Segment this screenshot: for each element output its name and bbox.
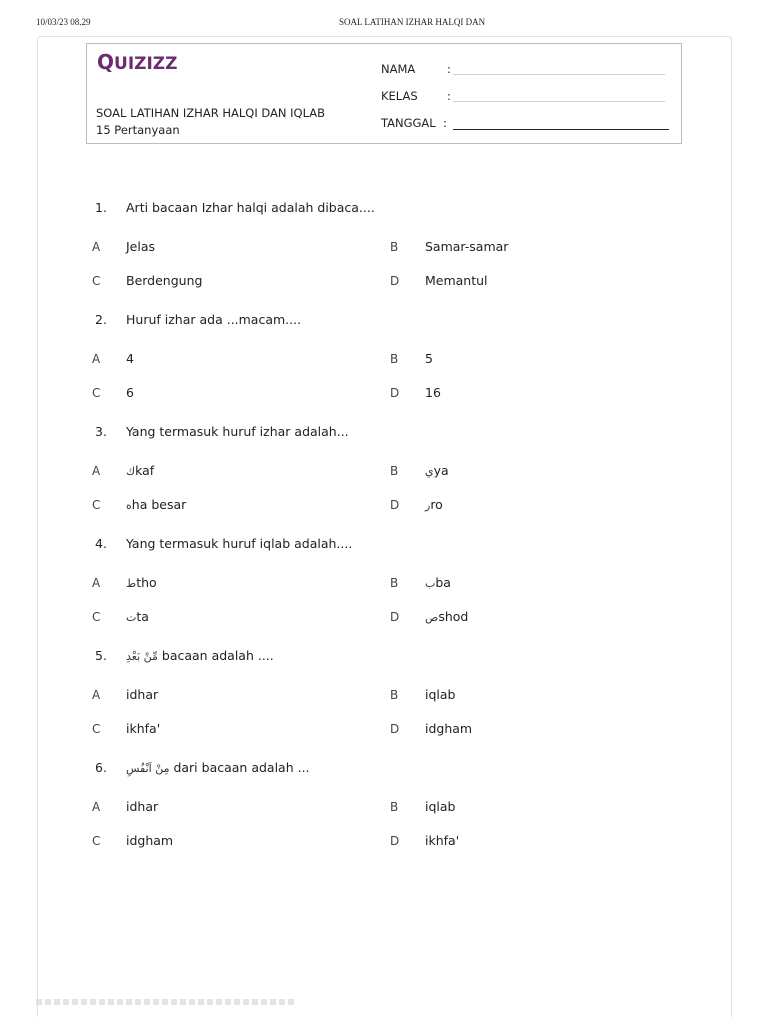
arabic-letter: ط: [126, 577, 137, 590]
arabic-letter: ه: [126, 499, 132, 512]
answer-option[interactable]: [425, 463, 449, 478]
option-label: ta: [136, 609, 149, 624]
option-label: kaf: [135, 463, 155, 478]
question-text: [126, 760, 310, 775]
question-number: 3.: [95, 424, 107, 439]
option-letter: D: [390, 610, 400, 624]
arabic-phrase: مِنْ اَنْفُسِ: [126, 762, 170, 775]
arabic-letter: ت: [126, 611, 137, 624]
option-label: iqlab: [425, 799, 456, 814]
question-text-label: Arti bacaan Izhar halqi adalah dibaca....: [126, 200, 375, 215]
option-label: ha besar: [131, 497, 187, 512]
option-letter: A: [92, 240, 101, 254]
answer-option[interactable]: [425, 687, 455, 702]
quiz-header-box: [86, 43, 682, 144]
question-text: [126, 424, 349, 439]
question-text-label: Yang termasuk huruf izhar adalah...: [126, 424, 349, 439]
option-label: 4: [126, 351, 134, 366]
answer-option[interactable]: [425, 385, 441, 400]
question-text-label: Yang termasuk huruf iqlab adalah....: [126, 536, 353, 551]
worksheet-page: [37, 36, 732, 1017]
option-label: ro: [430, 497, 443, 512]
option-letter: B: [390, 800, 399, 814]
option-label: idgham: [425, 721, 473, 736]
answer-option[interactable]: [126, 273, 202, 288]
option-letter: C: [92, 498, 101, 512]
option-label: 6: [126, 385, 134, 400]
question-text-label: dari bacaan adalah ...: [173, 760, 310, 775]
class-colon: :: [447, 89, 451, 103]
option-letter: C: [92, 834, 101, 848]
name-colon: :: [447, 62, 451, 76]
option-letter: A: [92, 576, 101, 590]
date-label: TANGGAL: [381, 116, 436, 130]
option-letter: B: [390, 464, 399, 478]
class-line[interactable]: [453, 101, 665, 102]
question-number: 2.: [95, 312, 107, 327]
answer-option[interactable]: [126, 721, 160, 736]
answer-option[interactable]: [425, 609, 468, 624]
print-footer: [36, 999, 296, 1005]
answer-option[interactable]: [126, 385, 134, 400]
date-colon: :: [443, 116, 447, 130]
option-letter: B: [390, 352, 399, 366]
option-letter: D: [390, 722, 400, 736]
option-letter: C: [92, 386, 101, 400]
option-label: shod: [438, 609, 469, 624]
option-label: ya: [433, 463, 449, 478]
answer-option[interactable]: [126, 463, 154, 478]
option-letter: C: [92, 722, 101, 736]
option-letter: B: [390, 576, 399, 590]
answer-option[interactable]: [425, 575, 451, 590]
print-document-title: SOAL LATIHAN IZHAR HALQI DAN: [339, 17, 486, 27]
answer-option[interactable]: [425, 351, 433, 366]
option-label: 5: [425, 351, 433, 366]
option-letter: B: [390, 240, 399, 254]
date-line[interactable]: [453, 129, 669, 130]
answer-option[interactable]: [126, 497, 186, 512]
question-number: 4.: [95, 536, 107, 551]
question-number: 1.: [95, 200, 107, 215]
answer-option[interactable]: [126, 799, 158, 814]
option-letter: D: [390, 834, 400, 848]
quizizz-logo: QUIZIZZ: [97, 50, 178, 74]
question-number: 5.: [95, 648, 107, 663]
option-label: idhar: [126, 687, 159, 702]
arabic-phrase: مِّنْ بَعْدِ: [126, 650, 158, 663]
question-text: [126, 536, 352, 551]
option-label: Berdengung: [126, 273, 203, 288]
option-letter: D: [390, 386, 400, 400]
option-letter: A: [92, 800, 101, 814]
option-letter: A: [92, 464, 101, 478]
option-label: idgham: [126, 833, 174, 848]
name-label: NAMA: [381, 62, 416, 76]
question-text: [126, 648, 274, 663]
arabic-letter: ي: [425, 465, 434, 478]
answer-option[interactable]: [425, 239, 508, 254]
arabic-letter: ك: [126, 465, 136, 478]
option-label: 16: [425, 385, 441, 400]
answer-option[interactable]: [126, 575, 157, 590]
answer-option[interactable]: [126, 351, 134, 366]
question-number: 6.: [95, 760, 107, 775]
print-datetime: 10/03/23 08.29: [36, 17, 91, 27]
option-label: Memantul: [425, 273, 488, 288]
print-header: [0, 17, 768, 31]
question-text: [126, 200, 375, 215]
option-letter: D: [390, 274, 400, 288]
option-label: Jelas: [126, 239, 156, 254]
option-label: ikhfa': [425, 833, 460, 848]
option-label: Samar-samar: [425, 239, 509, 254]
answer-option[interactable]: [126, 833, 173, 848]
quiz-title: SOAL LATIHAN IZHAR HALQI DAN IQLAB: [96, 106, 326, 120]
class-label: KELAS: [381, 89, 418, 103]
question-text-label: bacaan adalah ....: [161, 648, 274, 663]
arabic-letter: ب: [425, 577, 436, 590]
answer-option[interactable]: [425, 497, 443, 512]
answer-option[interactable]: [425, 833, 459, 848]
answer-option[interactable]: [425, 721, 472, 736]
option-label: tho: [136, 575, 157, 590]
option-letter: A: [92, 352, 101, 366]
option-letter: D: [390, 498, 400, 512]
arabic-letter: ص: [425, 611, 439, 624]
answer-option[interactable]: [425, 273, 488, 288]
option-letter: A: [92, 688, 101, 702]
option-label: ikhfa': [126, 721, 161, 736]
arabic-letter: ر: [425, 499, 431, 512]
option-label: ba: [435, 575, 451, 590]
option-letter: C: [92, 274, 101, 288]
option-label: idhar: [126, 799, 159, 814]
answer-option[interactable]: [425, 799, 455, 814]
name-line[interactable]: [453, 74, 665, 75]
option-letter: C: [92, 610, 101, 624]
question-text-label: Huruf izhar ada ...macam....: [126, 312, 302, 327]
answer-option[interactable]: [126, 687, 158, 702]
answer-option[interactable]: [126, 239, 155, 254]
question-text: [126, 312, 301, 327]
question-count: 15 Pertanyaan: [96, 123, 180, 137]
option-label: iqlab: [425, 687, 456, 702]
answer-option[interactable]: [126, 609, 149, 624]
option-letter: B: [390, 688, 399, 702]
